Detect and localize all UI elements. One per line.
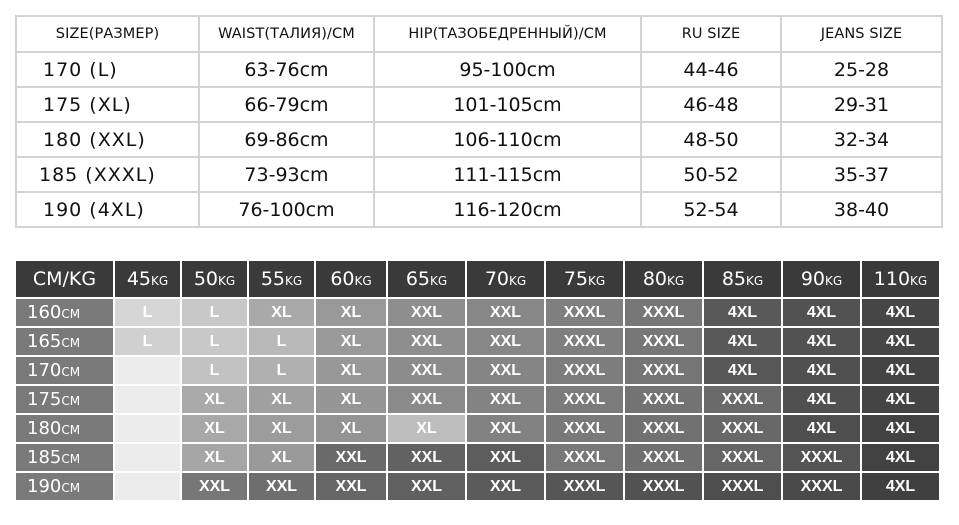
hip-value: 111-115cm — [374, 157, 641, 192]
weight-header — [115, 261, 180, 297]
size-cell: XXL — [388, 444, 465, 471]
measurement-row — [16, 122, 942, 157]
size-cell: XL — [316, 386, 386, 413]
height-value: 185 — [27, 447, 62, 468]
size-cell: 4XL — [862, 357, 939, 384]
size-cell: 4XL — [862, 415, 939, 442]
size-cell: XXL — [388, 357, 465, 384]
height-header — [16, 299, 113, 326]
grid-row — [16, 357, 939, 384]
grid-row — [16, 299, 939, 326]
size-cell: XXXL — [625, 299, 702, 326]
size-cell: XXXL — [625, 444, 702, 471]
size-cell: 4XL — [862, 299, 939, 326]
weight-value: 45 — [126, 268, 151, 290]
size-cell: XXXL — [546, 473, 623, 500]
size-cell: 4XL — [704, 328, 781, 355]
measurement-row — [16, 52, 942, 87]
weight-value: 70 — [484, 268, 509, 290]
size-cell: XXXL — [546, 299, 623, 326]
jeans-size-value: 25-28 — [781, 52, 942, 87]
height-value: 160 — [27, 302, 62, 323]
grid-header-row — [16, 261, 939, 297]
size-cell: XL — [249, 444, 314, 471]
weight-unit: KG — [588, 274, 606, 288]
height-header — [16, 415, 113, 442]
weight-unit: KG — [509, 274, 527, 288]
size-cell: 4XL — [783, 415, 860, 442]
size-cell: XXL — [467, 444, 544, 471]
weight-value: 110 — [873, 268, 911, 290]
grid-row — [16, 444, 939, 471]
height-header — [16, 444, 113, 471]
height-value: 190 — [27, 476, 62, 497]
grid-body — [16, 299, 939, 500]
size-cell: 4XL — [862, 328, 939, 355]
size-cell: 4XL — [862, 444, 939, 471]
header-hip: HIP(ТАЗОБЕДРЕННЫЙ)/CM — [374, 16, 641, 52]
measurement-row — [16, 192, 942, 227]
ru-size-value: 52-54 — [641, 192, 781, 227]
size-cell: XXXL — [704, 386, 781, 413]
height-unit: CM — [61, 423, 81, 437]
measurement-row — [16, 87, 942, 122]
weight-unit: KG — [218, 274, 236, 288]
height-unit: CM — [61, 365, 81, 379]
header-size: SIZE(РАЗМЕР) — [16, 16, 199, 52]
size-cell: XL — [316, 357, 386, 384]
waist-value: 63-76cm — [199, 52, 374, 87]
size-cell: XL — [182, 386, 247, 413]
size-cell: XXL — [467, 386, 544, 413]
hip-value: 95-100cm — [374, 52, 641, 87]
size-cell: XL — [316, 415, 386, 442]
size-cell: XXXL — [546, 386, 623, 413]
size-value: 175 (XL) — [16, 87, 199, 122]
size-cell: L — [115, 328, 180, 355]
size-cell: 4XL — [783, 386, 860, 413]
size-cell: L — [182, 357, 247, 384]
weight-header — [182, 261, 247, 297]
ru-size-value: 44-46 — [641, 52, 781, 87]
grid-row — [16, 386, 939, 413]
weight-unit: KG — [430, 274, 448, 288]
height-header — [16, 328, 113, 355]
height-value: 165 — [27, 331, 62, 352]
size-cell: L — [115, 299, 180, 326]
size-cell: XXXL — [704, 415, 781, 442]
size-cell: XXL — [316, 444, 386, 471]
size-cell: XXXL — [625, 386, 702, 413]
hip-value: 116-120cm — [374, 192, 641, 227]
size-cell: 4XL — [783, 299, 860, 326]
header-ru-size: RU SIZE — [641, 16, 781, 52]
size-cell: L — [249, 357, 314, 384]
size-cell: XXXL — [625, 415, 702, 442]
size-value: 190 (4XL) — [16, 192, 199, 227]
size-cell: XXL — [467, 299, 544, 326]
size-cell: XXXL — [625, 328, 702, 355]
weight-header — [862, 261, 939, 297]
weight-unit: KG — [746, 274, 764, 288]
size-cell: XXXL — [704, 473, 781, 500]
weight-value: 65 — [405, 268, 430, 290]
height-weight-size-grid — [14, 259, 941, 502]
weight-header — [316, 261, 386, 297]
weight-value: 80 — [642, 268, 667, 290]
size-cell: 4XL — [704, 357, 781, 384]
weight-header — [704, 261, 781, 297]
size-cell: XL — [388, 415, 465, 442]
weight-header — [546, 261, 623, 297]
height-value: 180 — [27, 418, 62, 439]
size-cell: XL — [249, 299, 314, 326]
weight-value: 75 — [563, 268, 588, 290]
height-header — [16, 386, 113, 413]
waist-value: 66-79cm — [199, 87, 374, 122]
size-cell — [115, 444, 180, 471]
size-cell: XXL — [467, 328, 544, 355]
size-cell: XL — [182, 415, 247, 442]
height-unit: CM — [61, 336, 81, 350]
size-cell: XXXL — [704, 444, 781, 471]
weight-header — [467, 261, 544, 297]
height-unit: CM — [61, 307, 81, 321]
weight-header — [249, 261, 314, 297]
ru-size-value: 50-52 — [641, 157, 781, 192]
measurement-row — [16, 157, 942, 192]
weight-value: 50 — [193, 268, 218, 290]
grid-row — [16, 473, 939, 500]
size-value: 180 (XXL) — [16, 122, 199, 157]
size-cell — [115, 386, 180, 413]
size-cell: 4XL — [704, 299, 781, 326]
ru-size-value: 48-50 — [641, 122, 781, 157]
weight-unit: KG — [825, 274, 843, 288]
size-cell: 4XL — [862, 386, 939, 413]
grid-row — [16, 328, 939, 355]
weight-unit: KG — [354, 274, 372, 288]
weight-unit: KG — [151, 274, 169, 288]
ru-size-value: 46-48 — [641, 87, 781, 122]
weight-header — [388, 261, 465, 297]
waist-value: 73-93cm — [199, 157, 374, 192]
size-cell: XL — [249, 386, 314, 413]
hip-value: 101-105cm — [374, 87, 641, 122]
jeans-size-value: 35-37 — [781, 157, 942, 192]
size-cell: 4XL — [783, 328, 860, 355]
measurement-header-row — [16, 16, 942, 52]
height-header — [16, 357, 113, 384]
weight-value: 85 — [721, 268, 746, 290]
size-cell: XXXL — [783, 473, 860, 500]
size-cell: XXXL — [546, 444, 623, 471]
weight-unit: KG — [667, 274, 685, 288]
weight-unit: KG — [910, 274, 928, 288]
size-cell: XXL — [182, 473, 247, 500]
height-unit: CM — [61, 394, 81, 408]
size-cell — [115, 357, 180, 384]
size-cell: XXXL — [546, 415, 623, 442]
weight-header — [625, 261, 702, 297]
size-cell: 4XL — [783, 357, 860, 384]
size-cell: XXL — [388, 299, 465, 326]
size-cell: XXL — [388, 328, 465, 355]
size-cell — [115, 473, 180, 500]
size-cell: XXXL — [783, 444, 860, 471]
height-header — [16, 473, 113, 500]
size-value: 170 (L) — [16, 52, 199, 87]
jeans-size-value: 32-34 — [781, 122, 942, 157]
waist-value: 76-100cm — [199, 192, 374, 227]
hip-value: 106-110cm — [374, 122, 641, 157]
size-cell: XXXL — [546, 357, 623, 384]
grid-corner-label: CM/KG — [16, 261, 113, 297]
size-cell: 4XL — [862, 473, 939, 500]
size-cell: XXL — [388, 473, 465, 500]
size-cell: XXXL — [546, 328, 623, 355]
size-cell: L — [182, 299, 247, 326]
height-unit: CM — [61, 452, 81, 466]
measurement-table — [15, 15, 943, 228]
jeans-size-value: 38-40 — [781, 192, 942, 227]
grid-row — [16, 415, 939, 442]
size-cell: XL — [316, 299, 386, 326]
height-value: 170 — [27, 360, 62, 381]
weight-value: 90 — [800, 268, 825, 290]
size-cell — [115, 415, 180, 442]
header-jeans-size: JEANS SIZE — [781, 16, 942, 52]
size-cell: XXXL — [625, 357, 702, 384]
size-cell: L — [249, 328, 314, 355]
weight-header — [783, 261, 860, 297]
height-unit: CM — [61, 481, 81, 495]
weight-value: 60 — [330, 268, 355, 290]
size-cell: XL — [316, 328, 386, 355]
header-waist: WAIST(ТАЛИЯ)/CM — [199, 16, 374, 52]
size-cell: XXL — [249, 473, 314, 500]
size-value: 185 (XXXL) — [16, 157, 199, 192]
size-cell: XXXL — [625, 473, 702, 500]
weight-unit: KG — [285, 274, 303, 288]
height-value: 175 — [27, 389, 62, 410]
size-cell: XL — [182, 444, 247, 471]
size-cell: XXL — [388, 386, 465, 413]
waist-value: 69-86cm — [199, 122, 374, 157]
weight-value: 55 — [260, 268, 285, 290]
size-cell: XXL — [467, 473, 544, 500]
size-cell: XXL — [467, 357, 544, 384]
size-cell: XL — [249, 415, 314, 442]
jeans-size-value: 29-31 — [781, 87, 942, 122]
size-cell: L — [182, 328, 247, 355]
size-cell: XXL — [316, 473, 386, 500]
size-cell: XXL — [467, 415, 544, 442]
